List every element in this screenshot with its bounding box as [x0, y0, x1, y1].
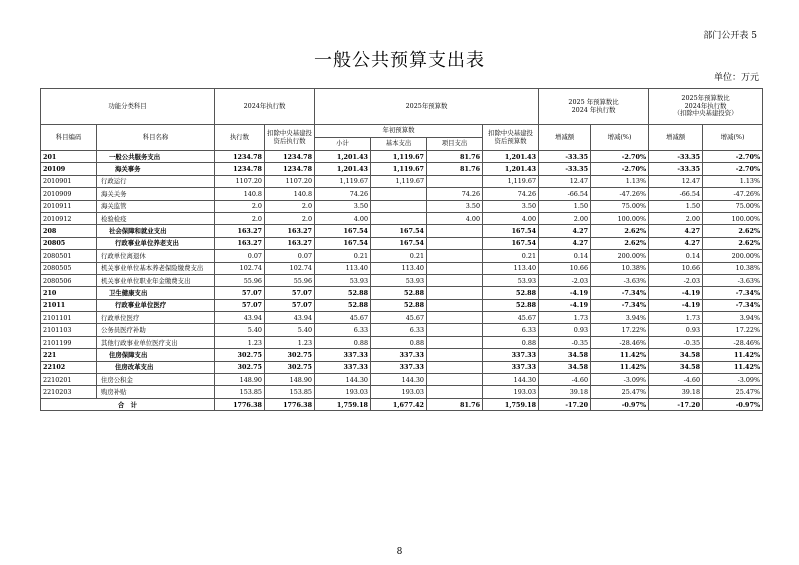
- change-pct-2-cell: 100.00%: [703, 212, 763, 224]
- header-exec-excl: 扣除中央基建投资后执行数: [265, 125, 315, 151]
- project-expense-cell: [427, 312, 483, 324]
- table-row: [41, 151, 763, 163]
- subtotal-cell: 193.03: [315, 386, 371, 398]
- change-amount-2-cell: 4.27: [649, 225, 703, 237]
- subject-code-cell: 210: [41, 287, 97, 299]
- change-amount-1-cell: -33.35: [539, 151, 591, 163]
- table-row: [41, 250, 763, 262]
- table-row: [41, 200, 763, 212]
- subject-name-cell: 海关事务: [97, 163, 215, 175]
- project-expense-cell: [427, 386, 483, 398]
- subject-code-cell: 2101199: [41, 336, 97, 348]
- exec-amount-cell: 302.75: [215, 349, 265, 361]
- basic-expense-cell: 144.30: [371, 374, 427, 386]
- table-row: [41, 163, 763, 175]
- subtotal-cell: 53.93: [315, 274, 371, 286]
- exec-amount-cell: 2.0: [215, 200, 265, 212]
- change-pct-2-cell: 10.38%: [703, 262, 763, 274]
- change-amount-1-cell: 0.93: [539, 324, 591, 336]
- change-amount-2-cell: -66.54: [649, 188, 703, 200]
- budget-excl-cell: 45.67: [483, 312, 539, 324]
- change-amount-1-cell: 4.27: [539, 225, 591, 237]
- total-change-amount-2: -17.20: [649, 398, 703, 410]
- subject-code-cell: 2210203: [41, 386, 97, 398]
- header-functional-category: 功能分类科目: [41, 89, 215, 125]
- header-change-pct-2: 增减(%): [703, 125, 763, 151]
- subject-name-cell: 海关监管: [97, 200, 215, 212]
- table-row: [41, 225, 763, 237]
- header-subtotal: 小计: [315, 138, 371, 151]
- basic-expense-cell: [371, 212, 427, 224]
- change-amount-2-cell: 2.00: [649, 212, 703, 224]
- header-basic-expense: 基本支出: [371, 138, 427, 151]
- table-row: [41, 262, 763, 274]
- subtotal-cell: 0.21: [315, 250, 371, 262]
- table-footer: [41, 398, 763, 410]
- project-expense-cell: [427, 324, 483, 336]
- total-exec: 1776.38: [215, 398, 265, 410]
- table-row: [41, 212, 763, 224]
- subject-name-cell: 行政单位离退休: [97, 250, 215, 262]
- header-compare-exec: 2025 年预算数比 2024 年执行数: [539, 89, 649, 125]
- exec-amount-cell: 2.0: [215, 212, 265, 224]
- subtotal-cell: 52.88: [315, 287, 371, 299]
- budget-excl-cell: 0.21: [483, 250, 539, 262]
- change-amount-2-cell: 10.66: [649, 262, 703, 274]
- exec-amount-cell: 57.07: [215, 287, 265, 299]
- exec-excl-cell: 302.75: [265, 361, 315, 373]
- basic-expense-cell: 337.33: [371, 349, 427, 361]
- budget-expenditure-table: [40, 88, 763, 411]
- header-change-amount-1: 增减额: [539, 125, 591, 151]
- change-pct-2-cell: -47.26%: [703, 188, 763, 200]
- subject-code-cell: 21011: [41, 299, 97, 311]
- sheet-label: 部门公开表 5: [703, 31, 757, 41]
- total-exec-excl: 1776.38: [265, 398, 315, 410]
- total-project: 81.76: [427, 398, 483, 410]
- change-amount-1-cell: -66.54: [539, 188, 591, 200]
- subject-name-cell: 卫生健康支出: [97, 287, 215, 299]
- subject-name-cell: 住房公积金: [97, 374, 215, 386]
- exec-excl-cell: 153.85: [265, 386, 315, 398]
- total-label: 合 计: [41, 398, 215, 410]
- header-project-expense: 项目支出: [427, 138, 483, 151]
- exec-excl-cell: 57.07: [265, 287, 315, 299]
- change-pct-2-cell: 2.62%: [703, 237, 763, 249]
- change-pct-1-cell: 25.47%: [591, 386, 649, 398]
- subject-code-cell: 201: [41, 151, 97, 163]
- total-subtotal: 1,759.18: [315, 398, 371, 410]
- header-budget-2025: 2025年预算数: [315, 89, 539, 125]
- project-expense-cell: [427, 299, 483, 311]
- total-budget-excl: 1,759.18: [483, 398, 539, 410]
- subject-name-cell: 公务员医疗补助: [97, 324, 215, 336]
- change-pct-1-cell: -2.70%: [591, 163, 649, 175]
- subject-name-cell: 行政运行: [97, 175, 215, 187]
- subject-code-cell: 208: [41, 225, 97, 237]
- subject-code-cell: 2101101: [41, 312, 97, 324]
- exec-amount-cell: 153.85: [215, 386, 265, 398]
- subtotal-cell: 1,119.67: [315, 175, 371, 187]
- change-pct-2-cell: -2.70%: [703, 151, 763, 163]
- exec-excl-cell: 148.90: [265, 374, 315, 386]
- change-amount-1-cell: -4.60: [539, 374, 591, 386]
- subject-name-cell: 购房补贴: [97, 386, 215, 398]
- basic-expense-cell: 113.40: [371, 262, 427, 274]
- budget-excl-cell: 52.88: [483, 287, 539, 299]
- exec-amount-cell: 302.75: [215, 361, 265, 373]
- subtotal-cell: 74.26: [315, 188, 371, 200]
- exec-excl-cell: 1.23: [265, 336, 315, 348]
- project-expense-cell: [427, 349, 483, 361]
- change-pct-2-cell: 17.22%: [703, 324, 763, 336]
- project-expense-cell: [427, 336, 483, 348]
- change-amount-1-cell: -0.35: [539, 336, 591, 348]
- table-body: [41, 151, 763, 399]
- change-amount-2-cell: 4.27: [649, 237, 703, 249]
- change-pct-2-cell: -3.09%: [703, 374, 763, 386]
- budget-excl-cell: 167.54: [483, 237, 539, 249]
- exec-excl-cell: 302.75: [265, 349, 315, 361]
- project-expense-cell: [427, 225, 483, 237]
- change-pct-1-cell: 11.42%: [591, 349, 649, 361]
- change-amount-2-cell: 12.47: [649, 175, 703, 187]
- budget-excl-cell: 337.33: [483, 349, 539, 361]
- change-pct-1-cell: -47.26%: [591, 188, 649, 200]
- change-pct-1-cell: -7.34%: [591, 287, 649, 299]
- page-number: 8: [396, 547, 403, 557]
- budget-excl-cell: 193.03: [483, 386, 539, 398]
- subject-code-cell: 2080506: [41, 274, 97, 286]
- basic-expense-cell: 45.67: [371, 312, 427, 324]
- change-pct-2-cell: 3.94%: [703, 312, 763, 324]
- exec-excl-cell: 0.07: [265, 250, 315, 262]
- subject-name-cell: 海关关务: [97, 188, 215, 200]
- subtotal-cell: 167.54: [315, 237, 371, 249]
- project-expense-cell: [427, 175, 483, 187]
- project-expense-cell: 4.00: [427, 212, 483, 224]
- exec-excl-cell: 1234.78: [265, 163, 315, 175]
- exec-amount-cell: 163.27: [215, 237, 265, 249]
- change-amount-2-cell: 0.93: [649, 324, 703, 336]
- project-expense-cell: [427, 361, 483, 373]
- exec-amount-cell: 0.07: [215, 250, 265, 262]
- subject-code-cell: 20109: [41, 163, 97, 175]
- project-expense-cell: [427, 262, 483, 274]
- exec-amount-cell: 1.23: [215, 336, 265, 348]
- budget-excl-cell: 52.88: [483, 299, 539, 311]
- change-pct-2-cell: -28.46%: [703, 336, 763, 348]
- exec-amount-cell: 163.27: [215, 225, 265, 237]
- budget-excl-cell: 144.30: [483, 374, 539, 386]
- change-amount-2-cell: 34.58: [649, 361, 703, 373]
- change-amount-2-cell: 1.73: [649, 312, 703, 324]
- budget-excl-cell: 0.88: [483, 336, 539, 348]
- subject-code-cell: 2010911: [41, 200, 97, 212]
- table-row: [41, 287, 763, 299]
- change-pct-1-cell: 1.13%: [591, 175, 649, 187]
- subject-name-cell: 机关事业单位职业年金缴费支出: [97, 274, 215, 286]
- exec-amount-cell: 148.90: [215, 374, 265, 386]
- subject-code-cell: 221: [41, 349, 97, 361]
- basic-expense-cell: 1,119.67: [371, 175, 427, 187]
- exec-excl-cell: 2.0: [265, 200, 315, 212]
- subject-code-cell: 2080505: [41, 262, 97, 274]
- exec-amount-cell: 102.74: [215, 262, 265, 274]
- project-expense-cell: 3.50: [427, 200, 483, 212]
- subtotal-cell: 4.00: [315, 212, 371, 224]
- change-amount-2-cell: -33.35: [649, 163, 703, 175]
- project-expense-cell: [427, 274, 483, 286]
- project-expense-cell: [427, 250, 483, 262]
- change-pct-1-cell: 200.00%: [591, 250, 649, 262]
- change-amount-2-cell: -4.60: [649, 374, 703, 386]
- change-amount-1-cell: 4.27: [539, 237, 591, 249]
- change-pct-1-cell: 75.00%: [591, 200, 649, 212]
- subject-name-cell: 社会保障和就业支出: [97, 225, 215, 237]
- subject-name-cell: 行政事业单位医疗: [97, 299, 215, 311]
- project-expense-cell: 81.76: [427, 151, 483, 163]
- budget-excl-cell: 337.33: [483, 361, 539, 373]
- change-pct-1-cell: -2.70%: [591, 151, 649, 163]
- exec-excl-cell: 163.27: [265, 225, 315, 237]
- budget-excl-cell: 6.33: [483, 324, 539, 336]
- budget-excl-cell: 1,201.43: [483, 151, 539, 163]
- change-pct-2-cell: 2.62%: [703, 225, 763, 237]
- basic-expense-cell: 6.33: [371, 324, 427, 336]
- subject-name-cell: 行政事业单位养老支出: [97, 237, 215, 249]
- exec-excl-cell: 102.74: [265, 262, 315, 274]
- exec-excl-cell: 55.96: [265, 274, 315, 286]
- basic-expense-cell: 337.33: [371, 361, 427, 373]
- basic-expense-cell: 52.88: [371, 287, 427, 299]
- total-change-pct-1: -0.97%: [591, 398, 649, 410]
- change-pct-1-cell: 2.62%: [591, 237, 649, 249]
- exec-excl-cell: 140.8: [265, 188, 315, 200]
- table-row: [41, 312, 763, 324]
- change-amount-1-cell: 0.14: [539, 250, 591, 262]
- basic-expense-cell: 52.88: [371, 299, 427, 311]
- budget-excl-cell: 1,119.67: [483, 175, 539, 187]
- change-amount-1-cell: 34.58: [539, 349, 591, 361]
- exec-excl-cell: 1234.78: [265, 151, 315, 163]
- header-change-amount-2: 增减额: [649, 125, 703, 151]
- table-header: [41, 89, 763, 151]
- change-pct-2-cell: 75.00%: [703, 200, 763, 212]
- subject-name-cell: 行政单位医疗: [97, 312, 215, 324]
- table-row: [41, 175, 763, 187]
- table-row: [41, 299, 763, 311]
- change-pct-2-cell: 200.00%: [703, 250, 763, 262]
- subject-name-cell: 住房改革支出: [97, 361, 215, 373]
- budget-excl-cell: 53.93: [483, 274, 539, 286]
- exec-amount-cell: 43.94: [215, 312, 265, 324]
- basic-expense-cell: 53.93: [371, 274, 427, 286]
- change-amount-1-cell: -2.03: [539, 274, 591, 286]
- change-pct-2-cell: 11.42%: [703, 349, 763, 361]
- subject-code-cell: 2010912: [41, 212, 97, 224]
- subtotal-cell: 6.33: [315, 324, 371, 336]
- table-row: [41, 361, 763, 373]
- basic-expense-cell: 0.21: [371, 250, 427, 262]
- exec-excl-cell: 2.0: [265, 212, 315, 224]
- change-amount-2-cell: -4.19: [649, 299, 703, 311]
- change-amount-2-cell: -0.35: [649, 336, 703, 348]
- project-expense-cell: [427, 374, 483, 386]
- total-change-pct-2: -0.97%: [703, 398, 763, 410]
- change-amount-1-cell: 34.58: [539, 361, 591, 373]
- change-pct-2-cell: -7.34%: [703, 287, 763, 299]
- basic-expense-cell: [371, 200, 427, 212]
- change-pct-1-cell: -3.63%: [591, 274, 649, 286]
- subtotal-cell: 1,201.43: [315, 163, 371, 175]
- change-amount-2-cell: -2.03: [649, 274, 703, 286]
- budget-excl-cell: 113.40: [483, 262, 539, 274]
- subject-name-cell: 其他行政事业单位医疗支出: [97, 336, 215, 348]
- project-expense-cell: 81.76: [427, 163, 483, 175]
- subtotal-cell: 0.88: [315, 336, 371, 348]
- change-pct-1-cell: 2.62%: [591, 225, 649, 237]
- budget-excl-cell: 4.00: [483, 212, 539, 224]
- total-basic: 1,677.42: [371, 398, 427, 410]
- change-pct-2-cell: -3.63%: [703, 274, 763, 286]
- subject-name-cell: 机关事业单位基本养老保险缴费支出: [97, 262, 215, 274]
- table-row: [41, 188, 763, 200]
- table-row: [41, 349, 763, 361]
- change-amount-1-cell: -4.19: [539, 287, 591, 299]
- basic-expense-cell: 193.03: [371, 386, 427, 398]
- change-amount-1-cell: 1.73: [539, 312, 591, 324]
- change-amount-2-cell: 1.50: [649, 200, 703, 212]
- exec-amount-cell: 57.07: [215, 299, 265, 311]
- change-pct-1-cell: 10.38%: [591, 262, 649, 274]
- change-amount-1-cell: -33.35: [539, 163, 591, 175]
- exec-excl-cell: 163.27: [265, 237, 315, 249]
- subtotal-cell: 337.33: [315, 361, 371, 373]
- subtotal-cell: 45.67: [315, 312, 371, 324]
- subtotal-cell: 3.50: [315, 200, 371, 212]
- exec-excl-cell: 1107.20: [265, 175, 315, 187]
- table-row: [41, 374, 763, 386]
- change-amount-1-cell: -4.19: [539, 299, 591, 311]
- change-pct-1-cell: 17.22%: [591, 324, 649, 336]
- subject-name-cell: 住房保障支出: [97, 349, 215, 361]
- change-amount-1-cell: 39.18: [539, 386, 591, 398]
- change-pct-1-cell: 3.94%: [591, 312, 649, 324]
- table-row: [41, 386, 763, 398]
- change-amount-1-cell: 12.47: [539, 175, 591, 187]
- basic-expense-cell: 1,119.67: [371, 163, 427, 175]
- header-exec-2024: 2024年执行数: [215, 89, 315, 125]
- change-amount-1-cell: 10.66: [539, 262, 591, 274]
- subject-code-cell: 20805: [41, 237, 97, 249]
- basic-expense-cell: 0.88: [371, 336, 427, 348]
- subject-code-cell: 2080501: [41, 250, 97, 262]
- change-pct-1-cell: -3.09%: [591, 374, 649, 386]
- subject-code-cell: 2210201: [41, 374, 97, 386]
- exec-amount-cell: 55.96: [215, 274, 265, 286]
- basic-expense-cell: 167.54: [371, 237, 427, 249]
- change-pct-2-cell: 1.13%: [703, 175, 763, 187]
- page-title: 一般公共预算支出表: [314, 50, 485, 71]
- basic-expense-cell: 167.54: [371, 225, 427, 237]
- budget-excl-cell: 74.26: [483, 188, 539, 200]
- exec-excl-cell: 5.40: [265, 324, 315, 336]
- total-change-amount-1: -17.20: [539, 398, 591, 410]
- project-expense-cell: [427, 287, 483, 299]
- subtotal-cell: 337.33: [315, 349, 371, 361]
- unit-label: 单位：万元: [713, 73, 759, 83]
- change-amount-2-cell: 39.18: [649, 386, 703, 398]
- exec-amount-cell: 1234.78: [215, 151, 265, 163]
- budget-excl-cell: 167.54: [483, 225, 539, 237]
- change-pct-1-cell: 100.00%: [591, 212, 649, 224]
- change-amount-1-cell: 2.00: [539, 212, 591, 224]
- table-row: [41, 336, 763, 348]
- change-pct-1-cell: -28.46%: [591, 336, 649, 348]
- subtotal-cell: 1,201.43: [315, 151, 371, 163]
- change-amount-1-cell: 1.50: [539, 200, 591, 212]
- subject-code-cell: 2010901: [41, 175, 97, 187]
- subtotal-cell: 113.40: [315, 262, 371, 274]
- project-expense-cell: [427, 237, 483, 249]
- change-pct-1-cell: 11.42%: [591, 361, 649, 373]
- header-budget-excl: 扣除中央基建投资后预算数: [483, 125, 539, 151]
- header-basic-budget: 年初预算数: [315, 125, 483, 138]
- exec-amount-cell: 1107.20: [215, 175, 265, 187]
- subject-name-cell: 一般公共服务支出: [97, 151, 215, 163]
- basic-expense-cell: [371, 188, 427, 200]
- subtotal-cell: 52.88: [315, 299, 371, 311]
- exec-excl-cell: 57.07: [265, 299, 315, 311]
- subtotal-cell: 167.54: [315, 225, 371, 237]
- header-subject-code: 科目编码: [41, 125, 97, 151]
- subject-code-cell: 2010909: [41, 188, 97, 200]
- budget-excl-cell: 1,201.43: [483, 163, 539, 175]
- header-change-pct-1: 增减(%): [591, 125, 649, 151]
- table-row: [41, 274, 763, 286]
- exec-excl-cell: 43.94: [265, 312, 315, 324]
- change-pct-2-cell: -2.70%: [703, 163, 763, 175]
- change-pct-2-cell: 25.47%: [703, 386, 763, 398]
- change-amount-2-cell: -4.19: [649, 287, 703, 299]
- change-pct-2-cell: 11.42%: [703, 361, 763, 373]
- subject-code-cell: 2101103: [41, 324, 97, 336]
- change-pct-2-cell: -7.34%: [703, 299, 763, 311]
- budget-table-container: [40, 88, 762, 411]
- subject-code-cell: 22102: [41, 361, 97, 373]
- change-amount-2-cell: 0.14: [649, 250, 703, 262]
- subject-name-cell: 检验检疫: [97, 212, 215, 224]
- project-expense-cell: 74.26: [427, 188, 483, 200]
- basic-expense-cell: 1,119.67: [371, 151, 427, 163]
- subtotal-cell: 144.30: [315, 374, 371, 386]
- header-compare-excl: 2025年预算数比 2024年执行数 （扣除中央基建投资）: [649, 89, 763, 125]
- change-amount-2-cell: -33.35: [649, 151, 703, 163]
- exec-amount-cell: 1234.78: [215, 163, 265, 175]
- header-exec-amount: 执行数: [215, 125, 265, 151]
- exec-amount-cell: 5.40: [215, 324, 265, 336]
- table-row: [41, 237, 763, 249]
- table-row: [41, 324, 763, 336]
- change-amount-2-cell: 34.58: [649, 349, 703, 361]
- budget-excl-cell: 3.50: [483, 200, 539, 212]
- header-subject-name: 科目名称: [97, 125, 215, 151]
- total-row: [41, 398, 763, 410]
- exec-amount-cell: 140.8: [215, 188, 265, 200]
- change-pct-1-cell: -7.34%: [591, 299, 649, 311]
